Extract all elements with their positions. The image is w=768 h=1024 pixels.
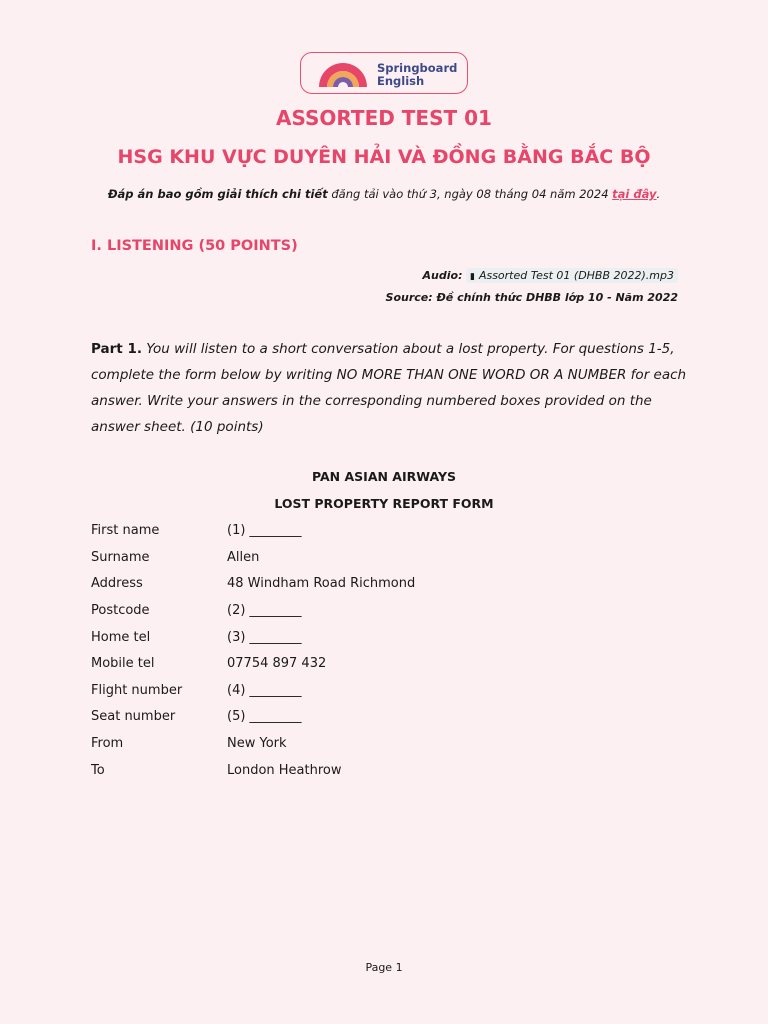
document-title: ASSORTED TEST 01 — [276, 106, 492, 130]
form-value: (2) ________ — [227, 603, 302, 618]
form-label: To — [91, 763, 105, 778]
answer-note — [0, 187, 768, 201]
form-heading-title: LOST PROPERTY REPORT FORM — [274, 496, 494, 511]
form-label: Postcode — [91, 603, 150, 618]
form-label: Mobile tel — [91, 656, 155, 671]
form-value: (1) ________ — [227, 523, 302, 538]
logo-text-line1: Springboard — [377, 61, 458, 75]
source-line: Source: Đề chính thức DHBB lớp 10 - Năm 2022 — [385, 291, 678, 304]
form-label: Home tel — [91, 630, 151, 645]
form-label: Flight number — [91, 683, 183, 698]
audio-label: Audio: — [422, 269, 463, 282]
document-subtitle: HSG KHU VỰC DUYÊN HẢI VÀ ĐỒNG BẰNG BẮC BỘ — [117, 146, 651, 168]
form-value: London Heathrow — [227, 763, 342, 778]
form-label: First name — [91, 523, 160, 538]
form-label: Seat number — [91, 709, 176, 724]
logo-text-line2: English — [377, 74, 425, 88]
form-value: 07754 897 432 — [227, 656, 327, 671]
answer-link[interactable]: tại đây — [612, 187, 657, 201]
audio-file-chip[interactable] — [466, 268, 678, 283]
answer-note-bold: Đáp án bao gồm giải thích chi tiết — [107, 187, 328, 201]
answer-note-text: đăng tải vào thứ 3, ngày 08 tháng 04 năm 2024 — [327, 187, 613, 201]
answer-note-end: . — [656, 187, 661, 201]
form-label: Address — [91, 576, 143, 591]
part-body: You will listen to a short conversation about a lost property. For questions 1-5, complete the form below by writing NO MORE THAN ONE WORD OR A NUMBER for each answer. Write your answers in the corresponding numbered boxes provided on the answer sheet. (10 points) — [91, 341, 687, 435]
audio-file-name: Assorted Test 01 (DHBB 2022).mp3 — [478, 269, 674, 282]
form-value: New York — [227, 736, 287, 751]
springboard-logo — [300, 52, 468, 94]
form-value: (5) ________ — [227, 709, 302, 724]
form-value: (3) ________ — [227, 630, 302, 645]
rainbow-logo-icon — [317, 60, 369, 88]
page-number: Page 1 — [365, 961, 403, 974]
form-value: (4) ________ — [227, 683, 302, 698]
form-value: 48 Windham Road Richmond — [227, 576, 416, 591]
form-label: From — [91, 736, 124, 751]
audio-line — [423, 268, 678, 283]
part-instructions — [91, 336, 691, 440]
section-title: I. LISTENING (50 POINTS) — [91, 238, 298, 254]
file-icon: ▮ — [469, 272, 475, 282]
form-label: Surname — [91, 550, 150, 565]
form-value: Allen — [227, 550, 260, 565]
part-lead: Part 1. — [91, 341, 142, 357]
form-heading-airline: PAN ASIAN AIRWAYS — [311, 469, 457, 484]
